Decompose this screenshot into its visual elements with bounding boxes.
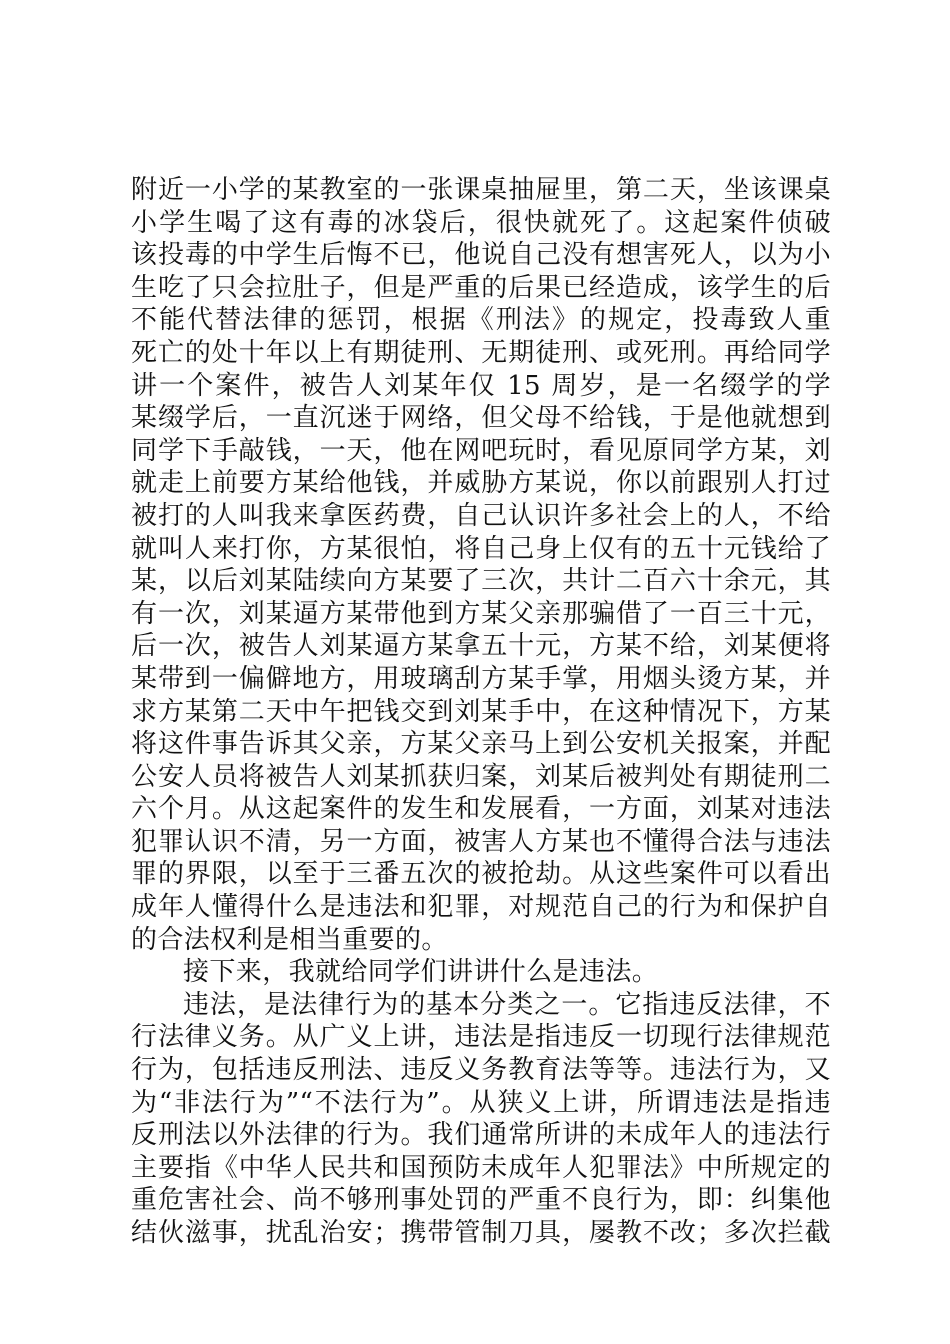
text-line: 某，以后刘某陆续向方某要了三次，共计二百六十余元，其 <box>131 566 831 597</box>
text-line: 就走上前要方某给他钱，并威胁方某说，你以前跟别人打过 <box>131 468 831 499</box>
text-line: 为“非法行为”“不法行为”。从狭义上讲，所谓违法是指违 <box>131 1087 831 1118</box>
text-line: 接下来，我就给同学们讲讲什么是违法。 <box>183 957 659 988</box>
text-line: 同学下手敲钱，一天，他在网吧玩时，看见原同学方某，刘 <box>131 435 831 466</box>
text-line: 公安人员将被告人刘某抓获归案，刘某后被判处有期徒刑二 <box>131 761 831 792</box>
text-line: 犯罪认识不清，另一方面，被害人方某也不懂得合法与违法 <box>131 826 831 857</box>
text-line: 死亡的处十年以上有期徒刑、无期徒刑、或死刑。再给同学 <box>131 337 831 368</box>
text-line: 讲一个案件，被告人刘某年仅 15 周岁，是一名缀学的学 <box>131 370 831 401</box>
text-line: 不能代替法律的惩罚，根据《刑法》的规定，投毒致人重 <box>131 305 831 336</box>
text-line: 附近一小学的某教室的一张课桌抽屉里，第二天，坐该课桌 <box>131 175 831 205</box>
text-line: 行法律义务。从广义上讲，违法是指违反一切现行法律规范 <box>131 1022 831 1053</box>
document-body <box>131 174 831 1250</box>
text-line: 罪的界限，以至于三番五次的被抢劫。从这些案件可以看出 <box>131 859 831 890</box>
text-line: 主要指《中华人民共和国预防未成年人犯罪法》中所规定的 <box>131 1152 831 1183</box>
text-line: 将这件事告诉其父亲，方某父亲马上到公安机关报案，并配 <box>131 729 831 760</box>
text-line: 该投毒的中学生后悔不已，他说自己没有想害死人，以为小 <box>131 240 831 271</box>
text-line: 被打的人叫我来拿医药费，自己认识许多社会上的人，不给 <box>131 500 831 531</box>
text-line: 六个月。从这起案件的发生和发展看，一方面，刘某对违法 <box>131 794 831 825</box>
text-line: 某缀学后，一直沉迷于网络，但父母不给钱，于是他就想到 <box>131 403 831 434</box>
text-line: 小学生喝了这有毒的冰袋后，很快就死了。这起案件侦破 <box>131 207 831 238</box>
text-line: 有一次，刘某逼方某带他到方某父亲那骗借了一百三十元， <box>131 598 831 629</box>
text-line: 结伙滋事，扰乱治安；携带管制刀具，屡教不改；多次拦截 <box>131 1218 831 1248</box>
text-line: 就叫人来打你，方某很怕，将自己身上仅有的五十元钱给了 <box>131 533 831 564</box>
text-line: 违法，是法律行为的基本分类之一。它指违反法律，不 <box>183 989 831 1020</box>
text-line: 求方某第二天中午把钱交到刘某手中，在这种情况下，方某 <box>131 696 831 727</box>
text-line: 反刑法以外法律的行为。我们通常所讲的未成年人的违法行 <box>131 1120 831 1151</box>
text-line: 的合法权利是相当重要的。 <box>131 924 448 955</box>
text-line: 后一次，被告人刘某逼方某拿五十元，方某不给，刘某便将 <box>131 631 831 662</box>
text-line: 重危害社会、尚不够刑事处罚的严重不良行为，即：纠集他 <box>131 1185 831 1216</box>
text-line: 生吃了只会拉肚子，但是严重的后果已经造成，该学生的后 <box>131 272 831 303</box>
text-line: 行为，包括违反刑法、违反义务教育法等等。违法行为，又 <box>131 1055 831 1086</box>
text-line: 某带到一偏僻地方，用玻璃刮方某手掌，用烟头烫方某，并 <box>131 663 831 694</box>
text-line: 成年人懂得什么是违法和犯罪，对规范自己的行为和保护自 <box>131 892 831 923</box>
